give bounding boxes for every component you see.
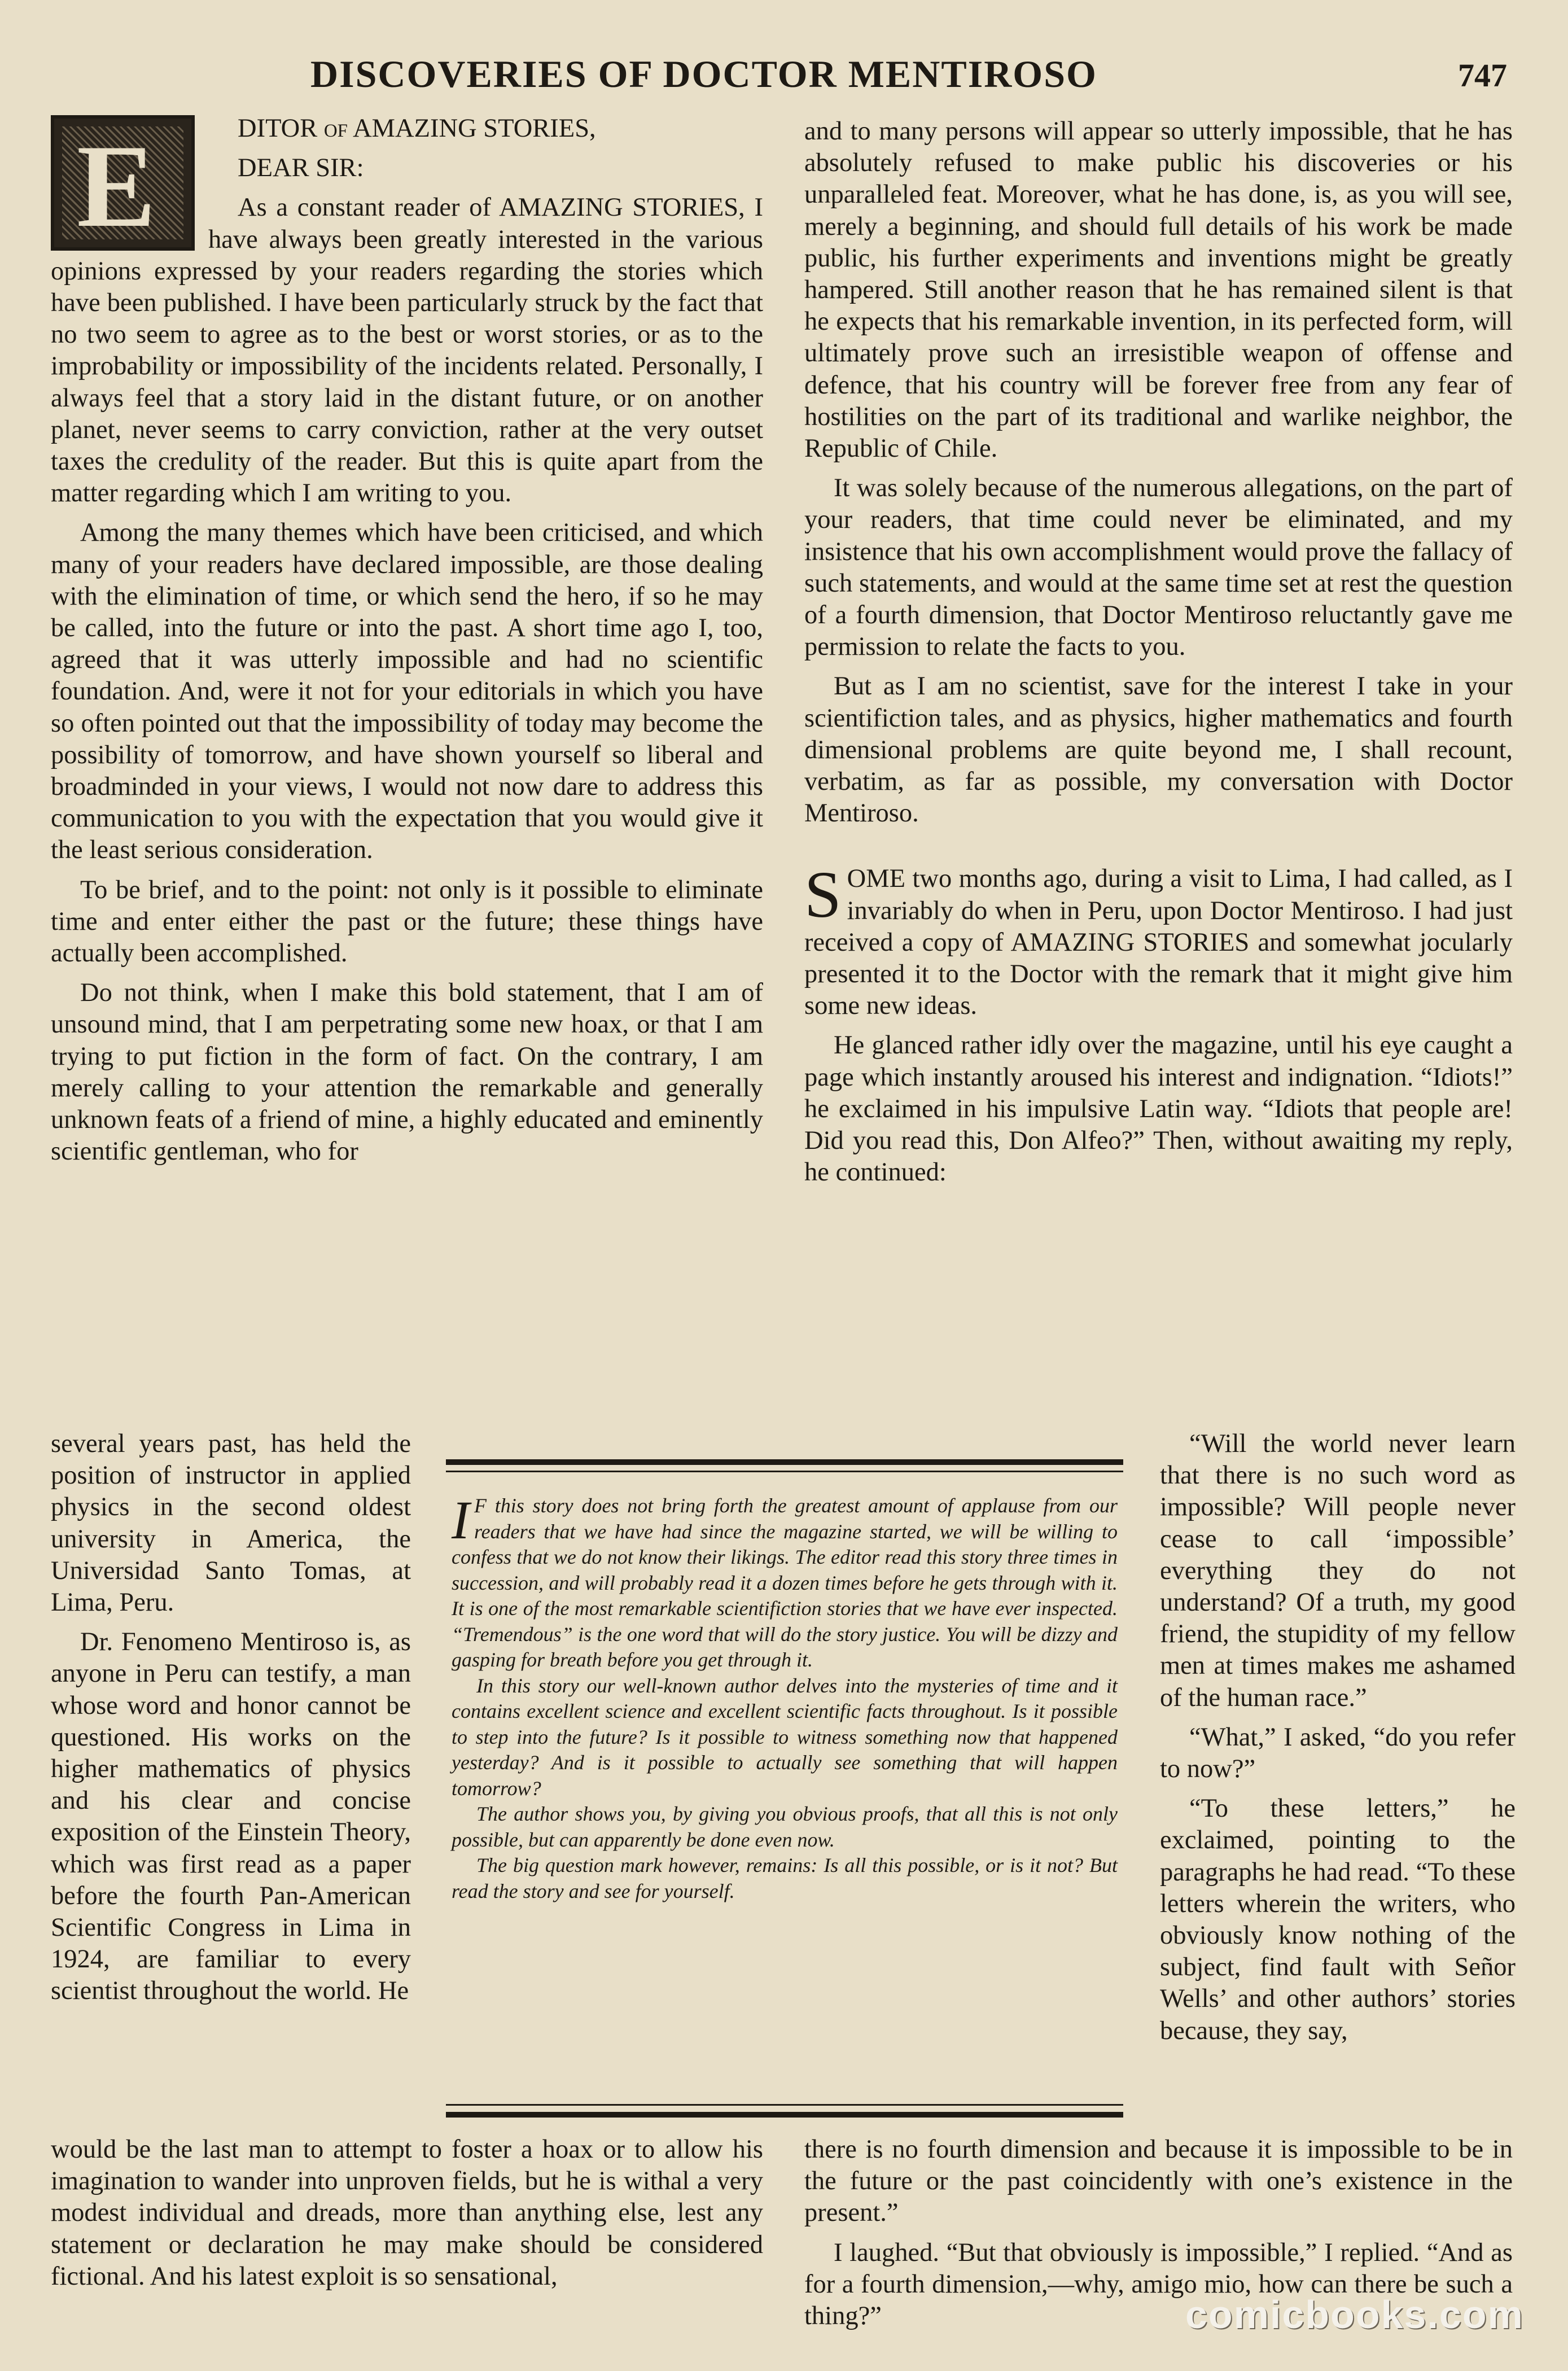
page-title: DISCOVERIES OF DOCTOR MENTIROSO — [310, 53, 1097, 95]
editor-note-paragraph: The big question mark however, remains: Is all this possible, or is it not? But read the story and see for yourself. — [452, 1854, 1118, 1902]
letter-paragraph: It was solely because of the numerous allegations, on the part of your readers, that time could never be eliminated, and my insistence that his own accomplishment would prove the fallacy of such statements, and would at the same time set at rest the question of a fourth dimension, that Doctor Mentiroso reluctantly gave me permission to relate the facts to you. — [804, 474, 1513, 662]
page-number: 747 — [1458, 57, 1507, 94]
letter-paragraph: Do not think, when I make this bold statement, that I am of unsound mind, that I am perpetrating some new hoax, or that I am trying to put fiction in the form of fact. On the contrary, I am merely calling to your attention the remarkable and generally unknown feats of a friend of mine, a highly educated and eminently scientific gentleman, who for — [51, 978, 763, 1166]
story-paragraph: “What,” I asked, “do you refer to now?” — [1160, 1722, 1516, 1784]
story-opening-paragraph — [804, 858, 1513, 1022]
column-right-middle — [1160, 1428, 1516, 2047]
letter-paragraph: and to many persons will appear so utterly impossible, that he has absolutely refused to make public his discoveries or his unparalleled feat. Moreover, what he has done, is, as you will see, merely a beginning, and should full details of his work be made public, his further experiments and inventions might be greatly hampered. Still another reason that he has remained silent is that he expects that his remarkable invention, in its perfected form, will ultimately prove such an irresistible weapon of offense and defence, that his country will be forever free from any fear of hostilities on the part of its traditional and warlike neighbor, the Republic of Chile. — [804, 117, 1513, 463]
watermark: comicbooks.com — [1185, 2293, 1524, 2337]
story-opening-text: OME two months ago, during a visit to Lima, I had called, as I invariably do when in Peru, upon Doctor Mentiroso. I had just received a copy of AMAZING STORIES and somewhat jocularly presented it to the Doctor with the remark that it might give him some new ideas. — [804, 864, 1513, 1021]
drop-cap-letter: E — [77, 121, 156, 252]
letter-salutation: DEAR SIR: — [238, 154, 364, 183]
letter-address: DITOR of AMAZING STORIES, — [238, 114, 596, 143]
editor-note-text — [452, 1490, 1118, 1904]
editor-note-paragraph: The author shows you, by giving you obvious proofs, that all this is not only possible, but can apparently be done even now. — [452, 1803, 1118, 1851]
story-paragraph: there is no fourth dimension and because it is impossible to be in the future or the past coincidently with one’s existence in the present.” — [804, 2135, 1513, 2228]
story-paragraph: “Will the world never learn that there is no such word as impossible? Will people never cease to call ‘impossible’ everything they do not understand? Of a truth, my good friend, the stupidity of my fellow men at times makes me ashamed of the human race.” — [1160, 1429, 1516, 1712]
ornamental-drop-cap — [51, 115, 195, 251]
column-left-bottom — [51, 2134, 763, 2293]
story-paragraph: “To these letters,” he exclaimed, pointing to the paragraphs he had read. “To these letters wherein the writers, who obviously know nothing of the subject, find fault with Señor Wells’ and other authors’ stories because, they say, — [1160, 1794, 1516, 2045]
editor-note-initial: I — [452, 1490, 470, 1550]
top-rule-thin — [446, 1471, 1123, 1472]
letter-paragraph: But as I am no scientist, save for the interest I take in your scientifiction tales, and as physics, higher mathematics and fourth dimensional problems are quite beyond me, I shall recount, verbatim, as far as possible, my conversation with Doctor Mentiroso. — [804, 672, 1513, 828]
editor-note-paragraph: In this story our well-known author delves into the mysteries of time and it contains excellent science and excellent scientific facts throughout. Is it possible to step into the future? Is it possible to witness something now that happened yesterday? And is it possible to actually see something that will happen tomorrow? — [452, 1674, 1118, 1800]
story-paragraph: I laughed. “But that obviously is impossible,” I replied. “And as for a fourth dimension,—why, amigo mio, how can there be such a thing?” — [804, 2238, 1513, 2331]
letter-paragraph: Among the many themes which have been criticised, and which many of your readers have declared impossible, are those dealing with the elimination of time, or which send the hero, if so he may be called, into the future or into the past. A short time ago I, too, agreed that it was utterly impossible and had no scientific foundation. And, were it not for your editorials in which you have so often pointed out that the impossibility of today may become the possibility of tomorrow, and have shown yourself so liberal and broadminded in your views, I would not now dare to address this communication to you with the expectation that you would give it the least serious consideration. — [51, 518, 763, 865]
letter-paragraph: As a constant reader of AMAZING STORIES, I have always been greatly interested in the various opinions expressed by your readers regarding the stories which have been published. I have been particularly struck by the fact that no two seem to agree as to the best or worst stories, or as to the improbability or impossibility of the incidents related. Personally, I always feel that a story laid in the distant future, or on another planet, never seems to carry conviction, rather at the very outset taxes the credulity of the reader. But this is quite apart from the matter regarding which I am writing to you. — [51, 193, 763, 508]
column-left-middle — [51, 1428, 411, 2007]
editor-note-paragraph: I F this story does not bring forth the greatest amount of applause from our readers that we have had since the magazine started, we will be willing to confess that we do not know their likings. The editor read this story three times in succession, and will probably read it a dozen times before he gets through with it. It is one of the most remarkable scientifiction stories that we have ever inspected. “Tremendous” is the one word that will do the story justice. You will be dizzy and gasping for breath before you get through it. — [452, 1490, 1118, 1671]
bottom-rule — [446, 2112, 1123, 2118]
letter-paragraph: To be brief, and to the point: not only is it possible to eliminate time and enter either the past or the future; these things have actually been accomplished. — [51, 875, 763, 968]
letter-paragraph: several years past, has held the position of instructor in applied physics in the second oldest university in America, the Universidad Santo Tomas, at Lima, Peru. — [51, 1429, 411, 1617]
editor-note-box — [446, 1454, 1123, 2123]
letter-paragraph: would be the last man to attempt to foster a hoax or to allow his imagination to wander into unproven fields, but he is withal a very modest individual and dreads, more than anything else, lest any statement or declaration he may make should be considered fictional. And his latest exploit is so sensational, — [51, 2135, 763, 2291]
bottom-rule-thin — [446, 2104, 1123, 2106]
column-left-top — [51, 113, 763, 1168]
story-paragraph: He glanced rather idly over the magazine, until his eye caught a page which instantly aroused his interest and indignation. “Idiots!” he exclaimed in his impulsive Latin way. “Idiots that people are! Did you read this, Don Alfeo?” Then, without awaiting my reply, he continued: — [804, 1031, 1513, 1187]
story-initial: S — [804, 858, 842, 932]
page-header — [51, 52, 1518, 103]
letter-paragraph: Dr. Fenomeno Mentiroso is, as anyone in Peru can testify, a man whose word and honor cannot be questioned. His works on the higher mathematics of physics and his clear and concise exposition of the Einstein Theory, which was first read as a paper before the fourth Pan-American Scientific Congress in Lima in 1924, are familiar to every scientist throughout the world. He — [51, 1628, 411, 2006]
column-right-top — [804, 116, 1513, 1189]
top-rule — [446, 1459, 1123, 1465]
